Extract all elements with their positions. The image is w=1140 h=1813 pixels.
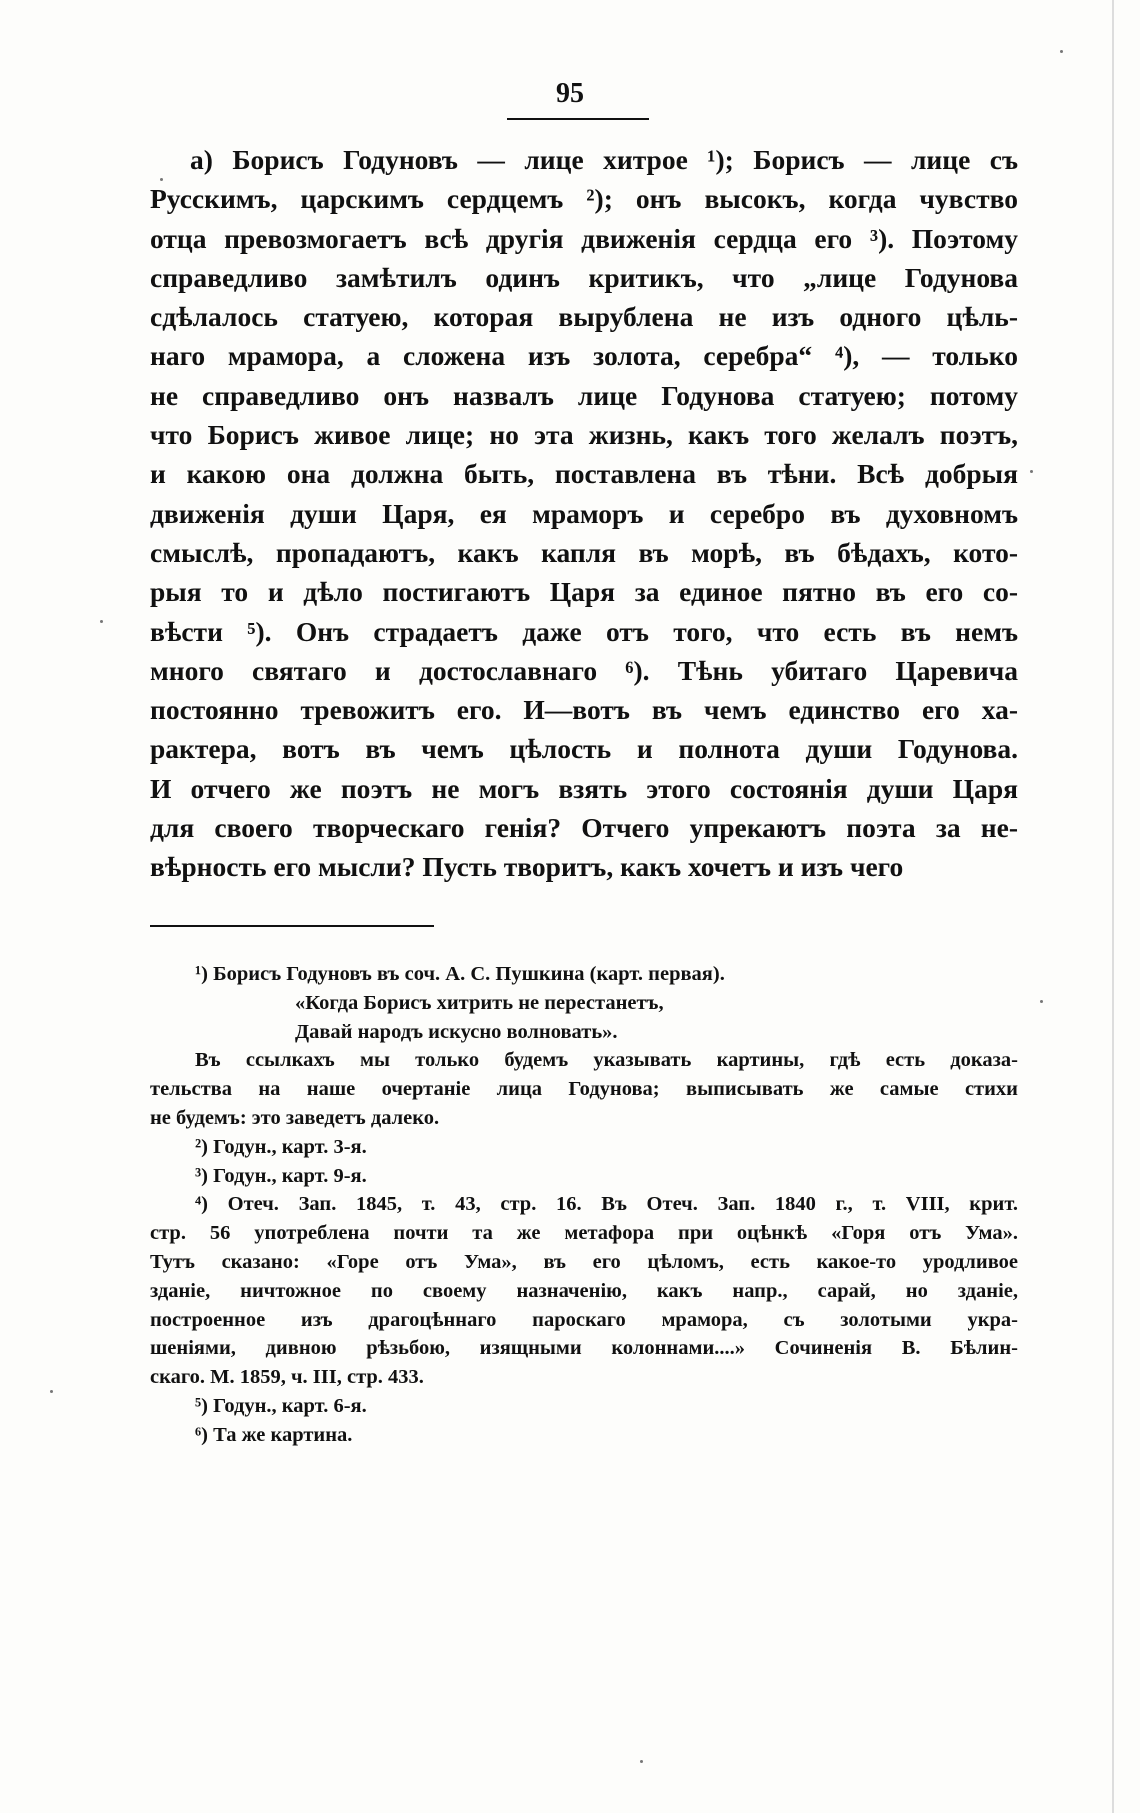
footnote-1-paragraph-line: не будемъ: это заведетъ далеко. — [150, 1106, 440, 1129]
footnote-separator — [150, 925, 434, 927]
text-line: наго мрамора, а сложена изъ золота, серебра“ ⁴), — только — [150, 340, 1018, 372]
footnote-4-line: стр. 56 употреблена почти та же метафора при оцѣнкѣ «Горя отъ Ума». — [150, 1222, 1018, 1245]
footnote-4-line: Тутъ сказано: «Горе отъ Ума», въ его цѣломъ, есть какое-то уродливое — [150, 1250, 1018, 1273]
text-line: не справедливо онъ назвалъ лице Годунова статуею; потому — [150, 379, 1018, 411]
scan-speck — [1030, 470, 1033, 473]
footnote-4-line: шеніями, дивною рѣзьбою, изящными колоннами....» Сочиненія В. Бѣлин- — [150, 1337, 1018, 1360]
scan-speck — [100, 620, 103, 623]
scan-speck — [1060, 50, 1063, 53]
footnote-3: ³) Годун., карт. 9-я. — [195, 1164, 367, 1187]
page-number: 95 — [556, 78, 584, 109]
text-line: постоянно тревожитъ его. И—вотъ въ чемъ единство его ха- — [150, 694, 1018, 726]
main-text — [150, 140, 1018, 887]
text-line: рактера, вотъ въ чемъ цѣлость и полнота души Годунова. — [150, 733, 1018, 765]
text-line: вѣрность его мысли? Пусть творитъ, какъ хочетъ и изъ чего — [150, 851, 904, 883]
page-number-rule — [507, 118, 649, 120]
text-line: для своего творческаго генія? Отчего упрекаютъ поэта за не- — [150, 812, 1018, 844]
scan-page-edge — [1112, 0, 1114, 1813]
scan-speck — [640, 1760, 643, 1763]
footnote-1-verse-line: «Когда Борисъ хитрить не перестанетъ, — [295, 991, 664, 1014]
footnote-4-line: скаго. М. 1859, ч. III, стр. 433. — [150, 1366, 424, 1389]
text-line: сдѣлалось статуею, которая вырублена не изъ одного цѣль- — [150, 301, 1018, 333]
text-line: и какою она должна быть, поставлена въ тѣни. Всѣ добрыя — [150, 458, 1018, 490]
footnote-2: ²) Годун., карт. 3-я. — [195, 1135, 367, 1158]
text-line: рыя то и дѣло постигаютъ Царя за единое пятно въ его со- — [150, 576, 1018, 608]
footnote-1-paragraph-line: тельства на наше очертаніе лица Годунова; выписывать же самые стихи — [150, 1078, 1018, 1101]
scan-speck — [1040, 1000, 1043, 1003]
footnote-1: ¹) Борисъ Годуновъ въ соч. А. С. Пушкина (карт. первая). — [195, 963, 725, 985]
scan-speck — [160, 178, 163, 181]
footnotes — [150, 960, 1018, 1450]
text-line: И отчего же поэтъ не могъ взять этого состоянія души Царя — [150, 772, 1018, 804]
footnote-1-verse-line: Давай народъ искусно волновать». — [295, 1020, 618, 1043]
footnote-4-line: построенное изъ драгоцѣннаго пароскаго мрамора, съ золотыми укра- — [150, 1308, 1018, 1331]
text-line: отца превозмогаетъ всѣ другія движенія сердца его ³). Поэтому — [150, 222, 1018, 254]
text-line: смыслѣ, пропадаютъ, какъ капля въ морѣ, въ бѣдахъ, кото- — [150, 536, 1018, 568]
text-line: а) Борисъ Годуновъ — лице хитрое ¹); Борисъ — лице съ — [190, 144, 1018, 175]
footnote-5: ⁵) Годун., карт. 6-я. — [195, 1394, 367, 1417]
footnote-4-line: ⁴) Отеч. Зап. 1845, т. 43, стр. 16. Въ Отеч. Зап. 1840 г., т. VIII, крит. — [195, 1193, 1018, 1216]
footnote-1-paragraph-line: Въ ссылкахъ мы только будемъ указывать картины, гдѣ есть доказа- — [195, 1049, 1018, 1072]
footnote-6: ⁶) Та же картина. — [195, 1423, 353, 1446]
footnote-4-line: зданіе, ничтожное по своему назначенію, какъ напр., сарай, но зданіе, — [150, 1279, 1018, 1302]
text-line: движенія души Царя, ея мраморъ и серебро въ духовномъ — [150, 497, 1018, 529]
text-line: справедливо замѣтилъ одинъ критикъ, что „лице Годунова — [150, 261, 1018, 293]
text-line: что Борисъ живое лице; но эта жизнь, какъ того желалъ поэтъ, — [150, 419, 1018, 451]
text-line: вѣсти ⁵). Онъ страдаетъ даже отъ того, что есть въ немъ — [150, 615, 1018, 647]
text-line: Русскимъ, царскимъ сердцемъ ²); онъ высокъ, когда чувство — [150, 183, 1018, 215]
scan-speck — [50, 1390, 53, 1393]
text-line: много святаго и достославнаго ⁶). Тѣнь убитаго Царевича — [150, 654, 1018, 686]
